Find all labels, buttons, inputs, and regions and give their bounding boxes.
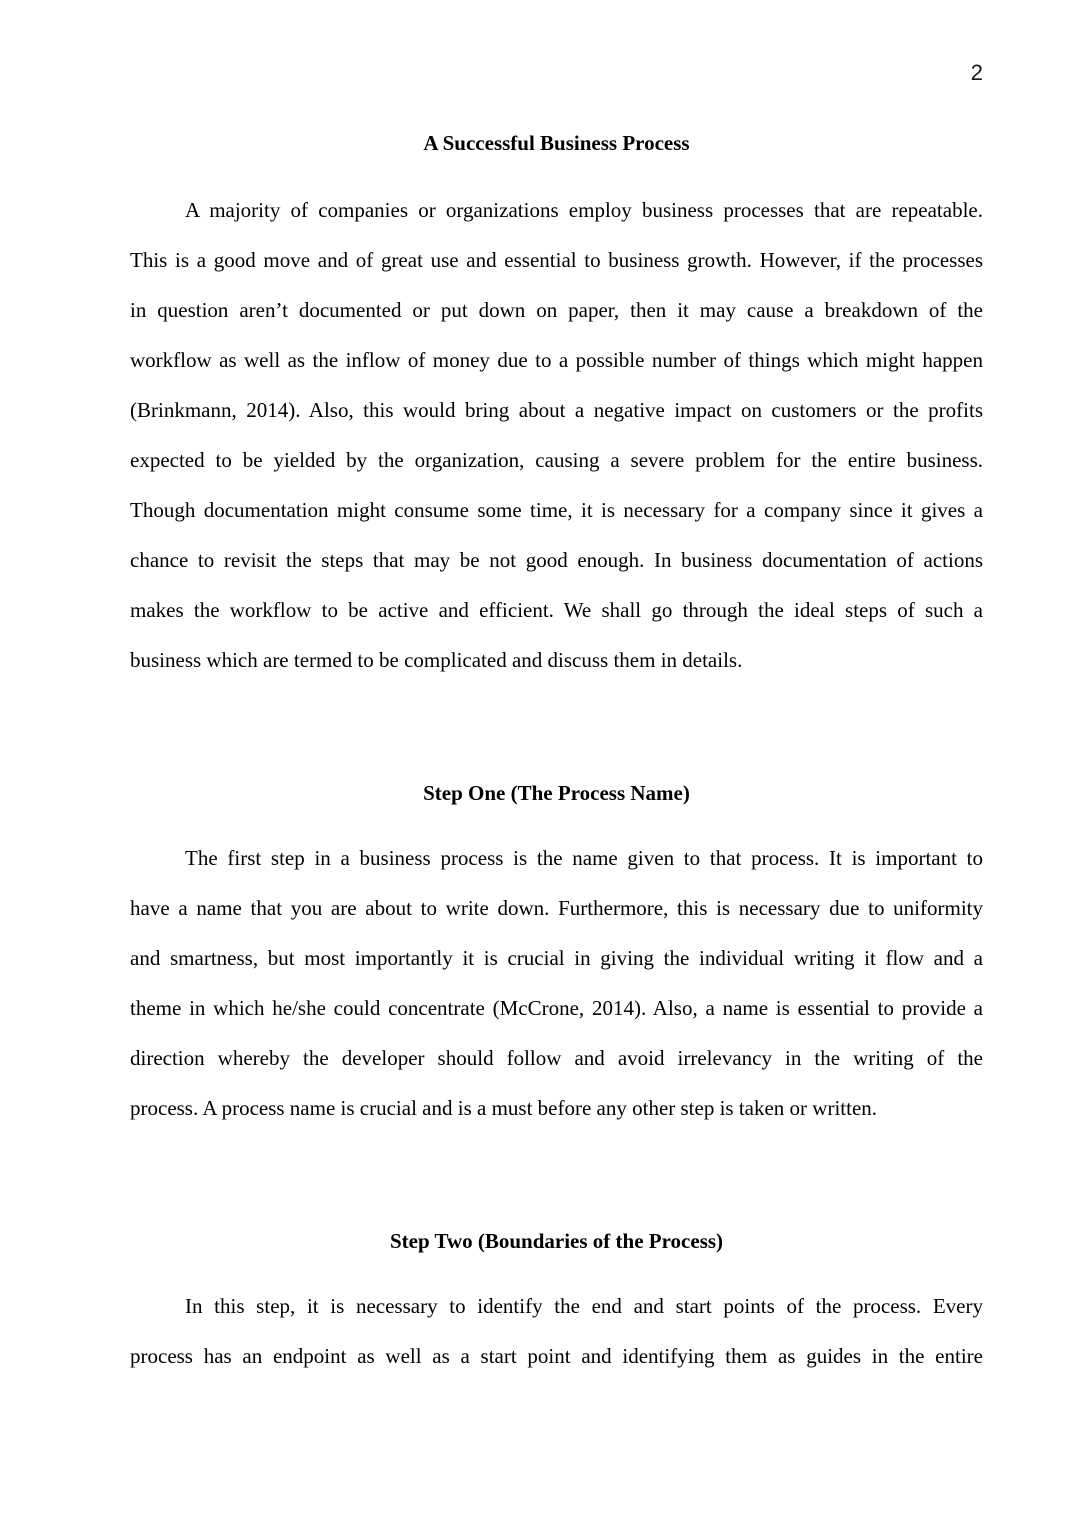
paragraph-step-two [130, 1281, 983, 1381]
paragraph-intro [130, 185, 983, 685]
text-line: direction whereby the developer should follow and avoid irrelevancy in the writing of the [130, 1046, 983, 1070]
page-number: 2 [970, 60, 983, 85]
text-line: In this step, it is necessary to identify the end and start points of the process. Every [185, 1294, 983, 1318]
page-content [130, 0, 983, 1381]
text-line: A majority of companies or organizations employ business processes that are repeatable. [185, 198, 983, 222]
text-line: chance to revisit the steps that may be not good enough. In business documentation of actions [130, 548, 983, 572]
section-heading-step-one: Step One (The Process Name) [423, 781, 690, 805]
section-heading-step-two: Step Two (Boundaries of the Process) [389, 1229, 724, 1253]
text-line: process. A process name is crucial and is a must before any other step is taken or written. [130, 1096, 878, 1120]
text-line: The first step in a business process is the name given to that process. It is important to [185, 846, 983, 870]
text-line: have a name that you are about to write down. Furthermore, this is necessary due to uniformity [130, 896, 983, 920]
paragraph-step-one [130, 833, 983, 1133]
text-line: makes the workflow to be active and efficient. We shall go through the ideal steps of such a [130, 598, 983, 622]
document-title: A Successful Business Process [423, 131, 690, 155]
text-line: (Brinkmann, 2014). Also, this would bring about a negative impact on customers or the profits [130, 398, 983, 422]
text-line: process has an endpoint as well as a start point and identifying them as guides in the entire [130, 1344, 983, 1368]
text-line: workflow as well as the inflow of money due to a possible number of things which might happen [130, 348, 983, 372]
text-line: and smartness, but most importantly it is crucial in giving the individual writing it flow and a [130, 946, 983, 970]
text-line: theme in which he/she could concentrate (McCrone, 2014). Also, a name is essential to provide a [130, 996, 983, 1020]
text-line: expected to be yielded by the organization, causing a severe problem for the entire business. [130, 448, 983, 472]
text-line: in question aren’t documented or put down on paper, then it may cause a breakdown of the [130, 298, 983, 322]
text-line: Though documentation might consume some time, it is necessary for a company since it gives a [130, 498, 983, 522]
text-line: business which are termed to be complicated and discuss them in details. [130, 648, 743, 672]
text-line: This is a good move and of great use and essential to business growth. However, if the processes [130, 248, 983, 272]
